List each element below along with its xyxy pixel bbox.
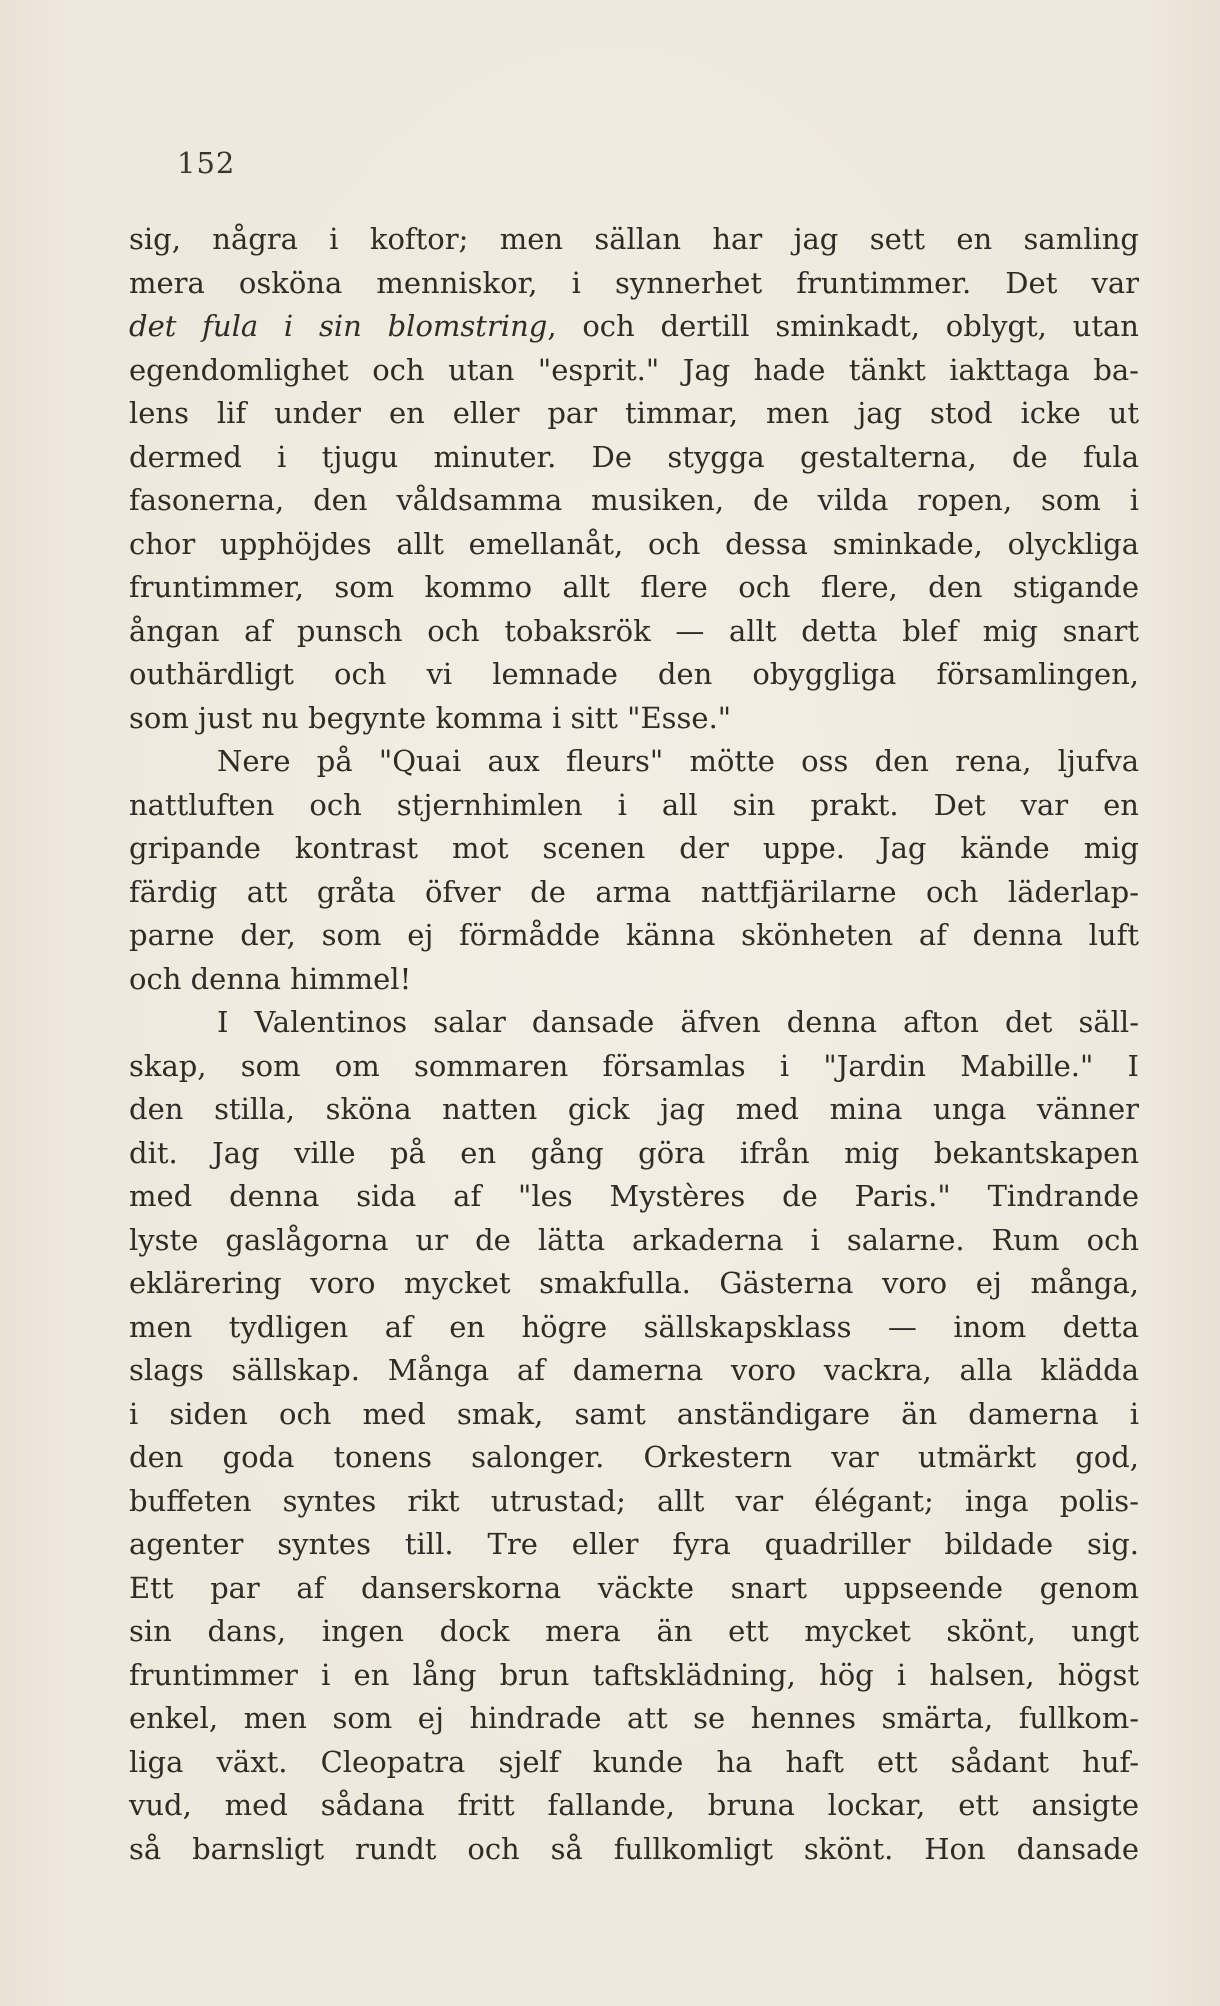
text-line: den stilla, sköna natten gick jag med mina unga vänner xyxy=(129,1092,1139,1126)
text-line: enkel, men som ej hindrade att se hennes smärta, fullkom- xyxy=(129,1701,1139,1735)
text-line: men tydligen af en högre sällskapsklass — inom detta xyxy=(129,1309,1139,1344)
text-line: I Valentinos salar dansade äfven denna afton det säll- xyxy=(217,1005,1139,1039)
text-line: sin dans, ingen dock mera än ett mycket skönt, ungt xyxy=(129,1614,1139,1648)
text-line: dit. Jag ville på en gång göra ifrån mig bekantskapen xyxy=(129,1135,1139,1170)
text-line: lyste gaslågorna ur de lätta arkaderna i salarne. Rum och xyxy=(129,1222,1139,1257)
text-line: parne der, som ej förmådde känna skönheten af denna luft xyxy=(129,918,1139,952)
text-line: outhärdligt och vi lemnade den obyggliga församlingen, xyxy=(129,657,1139,691)
text-line: slags sällskap. Många af damerna voro vackra, alla klädda xyxy=(129,1353,1139,1387)
text-line: chor upphöjdes allt emellanåt, och dessa sminkade, olyckliga xyxy=(129,526,1139,561)
text-line: mera osköna menniskor, i synnerhet fruntimmer. Det var xyxy=(129,265,1139,300)
text-line: ångan af punsch och tobaksrök — allt detta blef mig snart xyxy=(129,613,1139,648)
text-line: egendomlighet och utan "esprit." Jag hade tänkt iakttaga ba- xyxy=(129,352,1139,387)
text-line: lens lif under en eller par timmar, men jag stod icke ut xyxy=(129,396,1139,430)
text-line: som just nu begynte komma i sitt "Esse." xyxy=(129,700,732,735)
page-number: 152 xyxy=(177,146,236,180)
text-line: dermed i tjugu minuter. De stygga gestalterna, de fula xyxy=(129,439,1139,474)
text-line: fruntimmer i en lång brun taftsklädning, hög i halsen, högst xyxy=(129,1657,1139,1692)
text-line: i siden och med smak, samt anständigare än damerna i xyxy=(129,1396,1139,1431)
text-line: skap, som om sommaren församlas i "Jardin Mabille." I xyxy=(129,1048,1139,1083)
text-line: fasonerna, den våldsamma musiken, de vilda ropen, som i xyxy=(129,483,1139,517)
text-line: Ett par af danserskorna väckte snart uppseende genom xyxy=(129,1570,1139,1605)
italic-text-segment: det fula i sin blomstring xyxy=(129,309,548,343)
text-line: nattluften och stjernhimlen i all sin prakt. Det var en xyxy=(129,787,1139,822)
text-line: med denna sida af "les Mystères de Paris." Tindrande xyxy=(129,1179,1139,1213)
text-line: färdig att gråta öfver de arma nattfjärilarne och läderlap- xyxy=(129,874,1139,909)
text-line: sig, några i koftor; men sällan har jag sett en samling xyxy=(129,222,1139,256)
text-line: den goda tonens salonger. Orkestern var utmärkt god, xyxy=(129,1440,1139,1474)
text-line: eklärering voro mycket smakfulla. Gästerna voro ej många, xyxy=(129,1266,1139,1300)
text-segment: , och dertill sminkadt, oblygt, utan xyxy=(547,309,1139,343)
text-line: Nere på "Quai aux fleurs" mötte oss den rena, ljufva xyxy=(217,744,1139,778)
text-line: buffeten syntes rikt utrustad; allt var élégant; inga polis- xyxy=(129,1483,1139,1518)
text-line: och denna himmel! xyxy=(129,961,412,996)
body-text xyxy=(129,218,1139,1871)
text-line: gripande kontrast mot scenen der uppe. Jag kände mig xyxy=(129,831,1139,865)
text-line xyxy=(129,305,1139,349)
text-line: fruntimmer, som kommo allt flere och flere, den stigande xyxy=(129,570,1139,604)
text-line: vud, med sådana fritt fallande, bruna lockar, ett ansigte xyxy=(129,1788,1139,1822)
text-line: liga växt. Cleopatra sjelf kunde ha haft ett sådant huf- xyxy=(129,1744,1139,1779)
text-line: agenter syntes till. Tre eller fyra quadriller bildade sig. xyxy=(129,1527,1139,1561)
text-line: så barnsligt rundt och så fullkomligt skönt. Hon dansade xyxy=(129,1831,1139,1866)
